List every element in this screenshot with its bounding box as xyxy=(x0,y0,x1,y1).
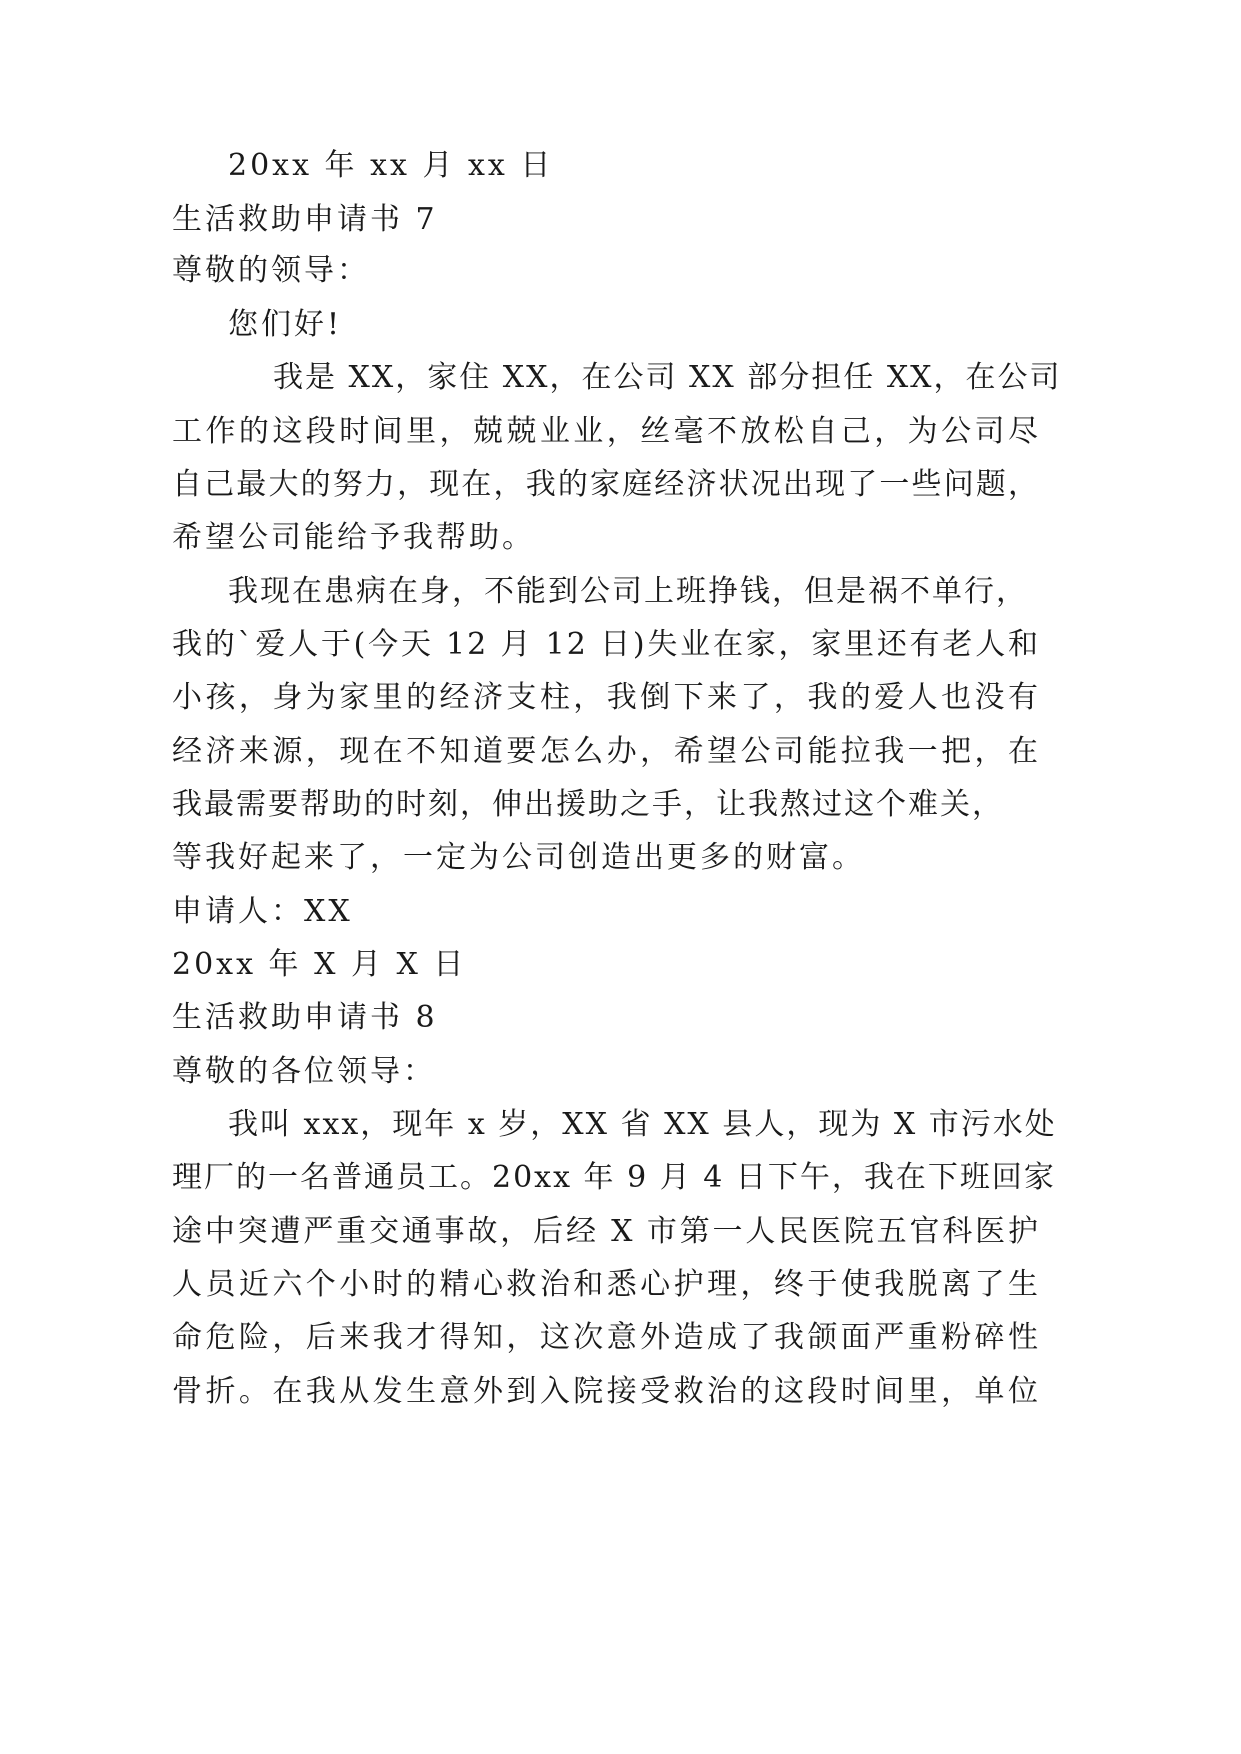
paragraph-line: 工作的这段时间里，兢兢业业，丝毫不放松自己，为公司尽 xyxy=(172,414,1040,449)
date-top: 20xx 年 xx 月 xx 日 xyxy=(228,148,554,183)
paragraph-line: 我的`爱人于(今天 12 月 12 日)失业在家，家里还有老人和 xyxy=(172,627,1040,662)
paragraph-line: 骨折。在我从发生意外到入院接受救治的这段时间里，单位 xyxy=(172,1374,1040,1409)
paragraph-line: 经济来源，现在不知道要怎么办，希望公司能拉我一把，在 xyxy=(172,734,1040,769)
paragraph-line: 希望公司能给予我帮助。 xyxy=(172,520,535,555)
applicant-7: 申请人：XX xyxy=(172,894,353,929)
paragraph-line: 我叫 xxx，现年 x 岁，XX 省 XX 县人，现为 X 市污水处 xyxy=(228,1107,1057,1142)
heading-application-7: 生活救助申请书 7 xyxy=(172,202,438,237)
salutation-7: 尊敬的领导： xyxy=(172,253,370,288)
paragraph-line: 人员近六个小时的精心救治和悉心护理，终于使我脱离了生 xyxy=(172,1267,1040,1302)
paragraph-line: 我现在患病在身，不能到公司上班挣钱，但是祸不单行， xyxy=(228,574,1028,609)
paragraph-line: 理厂的一名普通员工。20xx 年 9 月 4 日下午，我在下班回家 xyxy=(172,1160,1056,1195)
paragraph-line: 我是 XX，家住 XX，在公司 XX 部分担任 XX，在公司 xyxy=(273,360,1062,395)
paragraph-line: 途中突遭严重交通事故，后经 X 市第一人民医院五官科医护 xyxy=(172,1214,1040,1249)
paragraph-line: 自己最大的努力，现在，我的家庭经济状况出现了一些问题， xyxy=(172,467,1040,502)
paragraph-line: 我最需要帮助的时刻，伸出援助之手，让我熬过这个难关， xyxy=(172,787,1004,822)
paragraph-line: 等我好起来了，一定为公司创造出更多的财富。 xyxy=(172,840,865,875)
paragraph-line: 小孩，身为家里的经济支柱，我倒下来了，我的爱人也没有 xyxy=(172,680,1040,715)
greeting-7: 您们好! xyxy=(228,307,343,342)
salutation-8: 尊敬的各位领导： xyxy=(172,1054,436,1089)
date-7: 20xx 年 X 月 X 日 xyxy=(172,947,467,982)
heading-application-8: 生活救助申请书 8 xyxy=(172,1000,438,1035)
paragraph-line: 命危险，后来我才得知，这次意外造成了我颌面严重粉碎性 xyxy=(172,1320,1040,1355)
